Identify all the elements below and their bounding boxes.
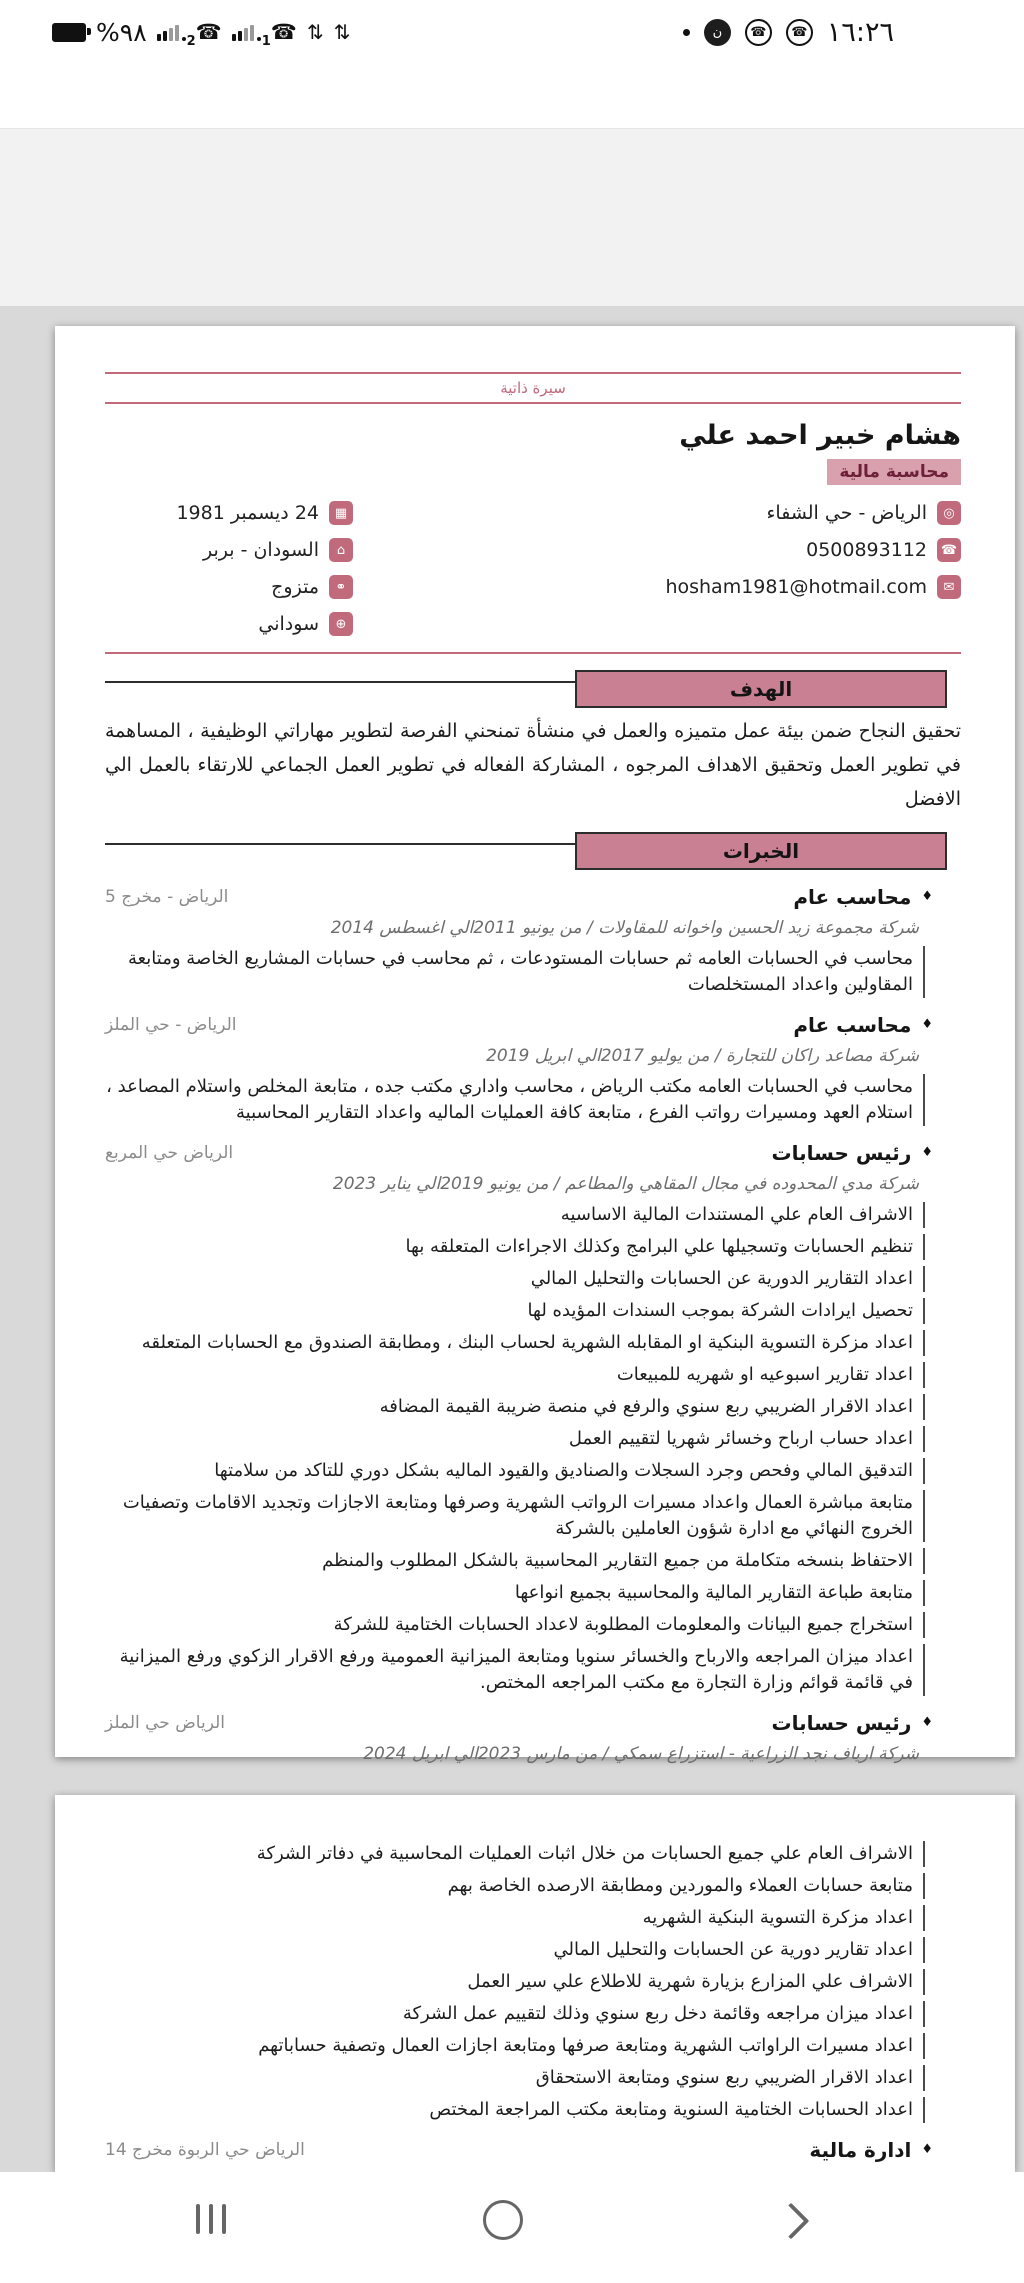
- duty-item: استخراج جميع البيانات والمعلومات المطلوبة لاعداد الحسابات الختامية للشركة: [105, 1612, 925, 1638]
- contact-text: 24 ديسمبر 1981: [176, 502, 319, 524]
- diamond-bullet-icon: ♦: [921, 1017, 933, 1032]
- contact-text: hosham1981@hotmail.com: [665, 576, 927, 598]
- diamond-bullet-icon: ♦: [921, 1145, 933, 1160]
- experience-header: [105, 1708, 933, 1738]
- job-title: محاسب عام: [793, 1013, 912, 1037]
- job-location: الرياض حي الملز: [105, 1713, 225, 1733]
- experience-header: [105, 882, 933, 912]
- objective-section-line: [105, 681, 575, 683]
- experience-section-box: [575, 832, 947, 870]
- company-and-dates: شركة ارياف نجد الزراعية - استزراع سمكي / من مارس 2023الي ابريل 2024: [363, 1744, 919, 1764]
- duty-item: اعداد تقارير اسبوعيه او شهريه للمبيعات: [105, 1362, 925, 1388]
- duty-item: اعداد مسيرات الراواتب الشهرية ومتابعة صرفها ومتابعة اجازات العمال وتصفية حساباتهم: [105, 2033, 925, 2059]
- duty-item: تنظيم الحسابات وتسجيلها علي البرامج وكذلك الاجراءات المتعلقه بها: [105, 1234, 925, 1260]
- experience-entry: [105, 1010, 933, 1126]
- contact-col-right: [665, 501, 961, 649]
- experience-section-line: [105, 843, 575, 845]
- duty-list: [105, 1202, 925, 1696]
- experience-section-header: [105, 832, 961, 870]
- contact-row: [689, 538, 961, 562]
- battery-icon: [52, 23, 86, 42]
- duty-item: الاشراف العام علي جميع الحسابات من خلال اثبات العمليات المحاسبية في دفاتر الشركة: [105, 1841, 925, 1867]
- experience-title-group: [793, 1010, 933, 1040]
- duty-list: [105, 1074, 925, 1126]
- job-location: الرياض - مخرج 5: [105, 887, 229, 907]
- job-title: رئيس حسابات: [771, 1141, 912, 1165]
- network-arrows-icon: ⇅: [333, 20, 351, 44]
- objective-section-header: [105, 670, 961, 708]
- experience-title-group: [809, 2135, 933, 2165]
- duty-item: اعداد حساب ارباح وخسائر شهريا لتقييم العمل: [105, 1426, 925, 1452]
- company-and-dates: شركة مصاعد راكان للتجارة / من يوليو 2017الي ابريل 2019: [486, 1046, 919, 1066]
- status-bar-right-cluster: [683, 16, 894, 48]
- contact-text: الرياض - حي الشفاء: [766, 502, 927, 524]
- duty-item: اعداد الاقرار الضريبي ربع سنوي ومتابعة الاستحقاق: [105, 2065, 925, 2091]
- signal-bars-icon: [232, 23, 261, 41]
- document-scroll-area[interactable]: [0, 306, 1024, 2172]
- objective-title: الهدف: [729, 677, 793, 701]
- job-location: الرياض - حي الملز: [105, 1015, 237, 1035]
- duty-item: اعداد التقارير الدورية عن الحسابات والتحليل المالي: [105, 1266, 925, 1292]
- duty-item: محاسب في الحسابات العامه مكتب الرياض ، محاسب واداري مكتب جده ، متابعة المخلص واستلام المصاعد ، استلام العهد ومسيرات رواتب الفرع ، متابعة كافة العمليات الماليه واعداد التقارير المحاسبية: [105, 1074, 925, 1126]
- contact-row: [176, 501, 353, 525]
- experience-title-group: [793, 882, 933, 912]
- home-icon: ⌂: [329, 538, 353, 562]
- calendar-icon: ▦: [329, 501, 353, 525]
- duty-item: الاحتفاظ بنسخه متكاملة من جميع التقارير المحاسبية بالشكل المطلوب والمنظم: [105, 1548, 925, 1574]
- navigation-bar: [0, 2172, 1024, 2283]
- status-bar-left-cluster: [52, 17, 351, 49]
- objective-text: تحقيق النجاح ضمن بيئة عمل متميزه والعمل في منشأة تمنحني الفرصة لتطوير مهاراتي الوظيفية ، المساهمة في تطوير العمل وتحقيق الاهداف المرجوه ، المشاركة الفعاله في تطوير العمل الجماعي للارتقاء بالعمل الي الافضل: [105, 720, 961, 810]
- whatsapp-icon: ☎: [786, 19, 813, 46]
- experience-title: الخبرات: [722, 839, 800, 863]
- duty-item: محاسب في الحسابات العامه ثم حسابات المستودعات ، ثم محاسب في حسابات المشاريع الخاصة ومتابعة المقاولين واعداد المستخلصات: [105, 946, 925, 998]
- duty-list: [105, 946, 925, 998]
- signal-bars-icon: [157, 23, 186, 41]
- header-rule-top: [105, 372, 961, 374]
- experience-title-group: [772, 1708, 933, 1738]
- duty-item: تحصيل ايرادات الشركة بموجب السندات المؤيده لها: [105, 1298, 925, 1324]
- objective-section-box: [575, 670, 947, 708]
- sim2-badge: 2: [186, 33, 196, 49]
- job-location: الرياض حي المربع: [105, 1143, 234, 1163]
- doc-title: سيرة ذاتية: [500, 379, 566, 397]
- contact-row: [689, 501, 961, 525]
- data-arrows-icon: ⇅: [306, 20, 324, 44]
- call-sim2-icon: ☎ 2: [186, 19, 222, 49]
- job-title: ادارة مالية: [809, 2138, 912, 2162]
- cv-page-1: [55, 326, 1015, 1764]
- diamond-bullet-icon: ♦: [921, 889, 933, 904]
- contact-text: متزوج: [271, 576, 319, 598]
- duty-item: اعداد مزكرة التسوية البنكية الشهريه: [105, 1905, 925, 1931]
- duty-item: الاشراف العام علي المستندات المالية الاساسيه: [105, 1202, 925, 1228]
- experience-list: [105, 882, 961, 1768]
- duty-item: اعداد مزكرة التسوية البنكية او المقابله الشهرية لحساب البنك ، ومطابقة الصندوق مع الحسابات المتعلقه: [105, 1330, 925, 1356]
- contact-row: [665, 575, 961, 599]
- diamond-bullet-icon: ♦: [921, 2142, 933, 2157]
- experience-entry: [105, 1138, 933, 1696]
- experience-header: [105, 2135, 933, 2165]
- contact-section: [105, 501, 961, 649]
- job-title: محاسب عام: [793, 885, 912, 909]
- notification-dot-icon: [683, 29, 690, 36]
- experience-entry: [105, 882, 933, 998]
- clock-time: ١٦:٢٦: [826, 16, 894, 48]
- experience-entry: [105, 1708, 933, 1768]
- duty-item: اعداد الحسابات الختامية السنوية ومتابعة مكتب المراجعة المختص: [105, 2097, 925, 2123]
- duty-item: متابعة طباعة التقارير المالية والمحاسبية بجميع انواعها: [105, 1580, 925, 1606]
- company-and-dates: شركة مدي المحدوده في مجال المقاهي والمطاعم / من يونيو 2019الي يناير 2023: [332, 1174, 919, 1194]
- duty-item: الاشراف علي المزارع بزيارة شهرية للاطلاع علي سير العمل: [105, 1969, 925, 1995]
- candidate-role-chip: محاسبة مالية: [827, 459, 961, 485]
- job-location: الرياض حي الربوة مخرج 14: [105, 2140, 305, 2160]
- contact-row: [201, 612, 353, 636]
- phone-icon: ☎: [937, 538, 961, 562]
- page2-continued-duties: [105, 1841, 933, 2123]
- battery-percent: %٩٨: [96, 17, 147, 47]
- duty-item: اعداد ميزان المراجعه والارباح والخسائر سنويا ومتابعة الميزانية العمومية ورفع الاقرار الزكوي ورفع الميزانية في قائمة قوائم وزارة التجارة مع مكتب المراجعه المختص.: [105, 1644, 925, 1696]
- duty-item: متابعة حسابات العملاء والموردين ومطابقة الارصده الخاصة بهم: [105, 1873, 925, 1899]
- globe-icon: ⊕: [329, 612, 353, 636]
- app-notification-icon: ن: [704, 19, 731, 46]
- contact-row: [201, 538, 353, 562]
- experience-header: [105, 1010, 933, 1040]
- contact-text: السودان - بربر: [202, 539, 319, 561]
- whatsapp-call-icon: ☎: [745, 19, 772, 46]
- nav-home-button[interactable]: [483, 2200, 523, 2240]
- ring-icon: ⚭: [329, 575, 353, 599]
- header-rule-bottom: [105, 402, 961, 404]
- contact-row: [201, 575, 353, 599]
- company-and-dates: شركة مجموعة زيد الحسين واخوانه للمقاولات / من يونيو 2011الي اغسطس 2014: [330, 918, 919, 938]
- duty-item: اعداد تقارير دورية عن الحسابات والتحليل المالي: [105, 1937, 925, 1963]
- contact-text: سوداني: [258, 613, 319, 635]
- cv-page-2: [55, 1795, 1015, 2172]
- nav-recents-button[interactable]: [196, 2204, 226, 2234]
- job-title: رئيس حسابات: [771, 1711, 912, 1735]
- experience-header: [105, 1138, 933, 1168]
- duty-item: اعداد الاقرار الضريبي ربع سنوي والرفع في منصة ضريبة القيمة المضافه: [105, 1394, 925, 1420]
- candidate-name: هشام خبير احمد علي: [679, 420, 961, 451]
- contact-text: 0500893112: [806, 539, 927, 561]
- status-bar: [0, 0, 1024, 64]
- ad-banner: [0, 128, 1024, 307]
- call-sim1-icon: ☎ 1: [261, 19, 297, 49]
- location-icon: ◎: [937, 501, 961, 525]
- experience-title-group: [772, 1138, 933, 1168]
- section-divider-rule: [105, 652, 961, 654]
- duty-item: التدقيق المالي وفحص وجرد السجلات والصناديق والقيود الماليه بشكل دوري للتاكد من سلامتها: [105, 1458, 925, 1484]
- contact-col-left: [176, 501, 353, 649]
- email-icon: ✉: [937, 575, 961, 599]
- duty-item: اعداد ميزان مراجعه وقائمة دخل ربع سنوي وذلك لتقييم عمل الشركة: [105, 2001, 925, 2027]
- duty-item: متابعة مباشرة العمال واعداد مسيرات الرواتب الشهرية وصرفها ومتابعة الاجازات وتجديد الاقامات وتصفيات الخروج النهائي مع ادارة شؤون العاملين بالشركة: [105, 1490, 925, 1542]
- sim1-badge: 1: [261, 33, 271, 49]
- page2-duty-list: [105, 1841, 925, 2123]
- diamond-bullet-icon: ♦: [921, 1715, 933, 1730]
- nav-back-button[interactable]: [773, 2203, 810, 2240]
